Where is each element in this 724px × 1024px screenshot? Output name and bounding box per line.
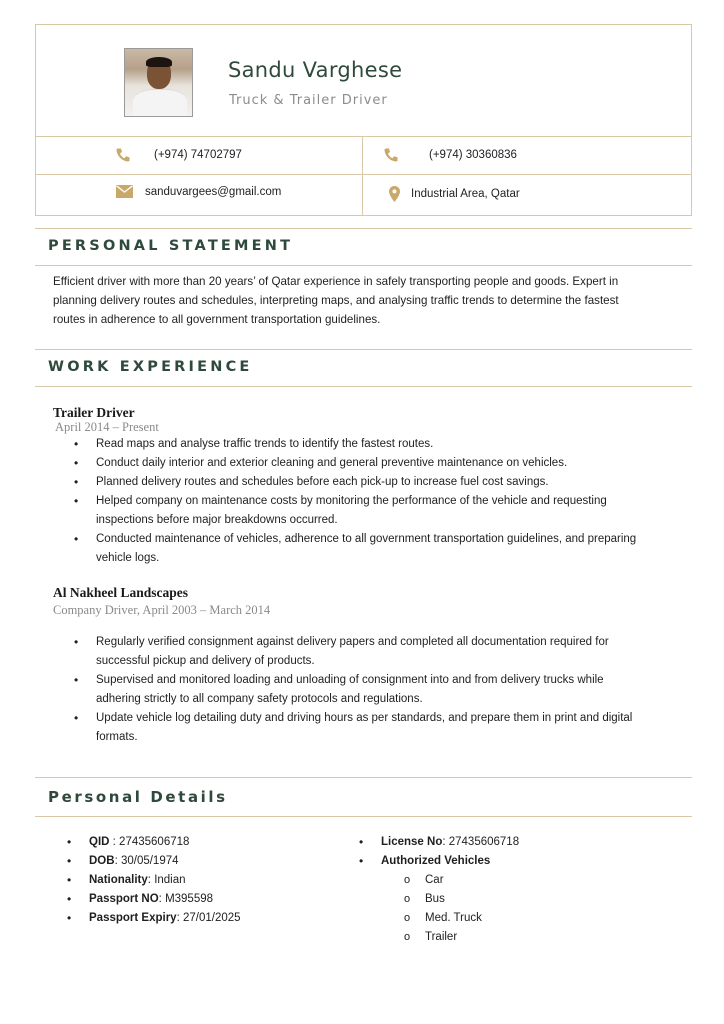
header-box bbox=[35, 24, 692, 216]
email-text[interactable]: sanduvargees@gmail.com bbox=[145, 185, 282, 198]
phone-icon bbox=[383, 147, 399, 163]
list-item: o Med. Truck bbox=[425, 909, 482, 928]
statement-line: Efficient driver with more than 20 years’ of Qatar experience in safely transporting people and goods. Expert in bbox=[53, 275, 619, 288]
contact-location bbox=[389, 186, 520, 202]
contact-phone-1 bbox=[115, 147, 242, 163]
list-item: • Passport NO: M395598 bbox=[89, 890, 241, 909]
divider bbox=[36, 136, 691, 137]
section-rule bbox=[35, 228, 692, 229]
profile-photo bbox=[124, 48, 193, 117]
personal-details-heading: Personal Details bbox=[48, 788, 228, 806]
list-item: • License No: 27435606718 bbox=[381, 833, 519, 852]
divider bbox=[362, 136, 363, 216]
list-item: o Trailer bbox=[425, 928, 482, 947]
list-item: o Bus bbox=[425, 890, 482, 909]
list-item: • Supervised and monitored loading and unloading of consignment into and from delivery trucks while adhering strictly to all company safety protocols and regulations. bbox=[96, 671, 681, 709]
list-item: • Planned delivery routes and schedules before each pick-up to increase fuel cost savings. bbox=[96, 473, 681, 492]
list-item: • Conduct daily interior and exterior cleaning and general preventive maintenance on vehicles. bbox=[96, 454, 681, 473]
list-item: • Update vehicle log detailing duty and driving hours as per standards, and prepare them in print and digital formats. bbox=[96, 709, 681, 747]
location-text: Industrial Area, Qatar bbox=[411, 188, 520, 200]
phone-2-text[interactable]: (+974) 30360836 bbox=[429, 149, 517, 161]
section-rule bbox=[35, 386, 692, 387]
candidate-role: Truck & Trailer Driver bbox=[229, 93, 388, 108]
work-experience-heading: WORK EXPERIENCE bbox=[48, 359, 253, 375]
list-item: • Nationality: Indian bbox=[89, 871, 241, 890]
personal-statement-text bbox=[53, 272, 673, 329]
job-bullet-list bbox=[96, 435, 681, 568]
section-rule bbox=[35, 777, 692, 778]
list-item: • Read maps and analyse traffic trends to identify the fastest routes. bbox=[96, 435, 681, 454]
personal-details-left bbox=[89, 833, 241, 928]
list-item: • QID : 27435606718 bbox=[89, 833, 241, 852]
list-item: • DOB: 30/05/1974 bbox=[89, 852, 241, 871]
job-title: Trailer Driver bbox=[53, 405, 135, 420]
statement-line: routes in adherence to all government transportation guidelines. bbox=[53, 313, 381, 326]
job-bullet-list bbox=[96, 633, 681, 747]
list-item: • Authorized Vehicles bbox=[381, 852, 519, 871]
list-item: • Regularly verified consignment against delivery papers and completed all documentation required for successful pickup and delivery of products. bbox=[96, 633, 681, 671]
personal-details-right bbox=[381, 833, 519, 871]
job-date: April 2014 – Present bbox=[55, 420, 159, 434]
personal-statement-heading: PERSONAL STATEMENT bbox=[48, 238, 294, 254]
section-rule bbox=[35, 265, 692, 266]
list-item: • Conducted maintenance of vehicles, adherence to all government transportation guidelines, and preparing vehicle logs. bbox=[96, 530, 681, 568]
section-rule bbox=[35, 349, 692, 350]
contact-email bbox=[116, 185, 281, 198]
phone-1-text[interactable]: (+974) 74702797 bbox=[154, 149, 242, 161]
candidate-name: Sandu Varghese bbox=[228, 58, 403, 82]
divider bbox=[36, 174, 691, 175]
job-date: Company Driver, April 2003 – March 2014 bbox=[53, 603, 271, 617]
section-rule bbox=[35, 816, 692, 817]
list-item: o Car bbox=[425, 871, 482, 890]
authorized-vehicles-list bbox=[425, 871, 482, 947]
job-title: Al Nakheel Landscapes bbox=[53, 585, 189, 600]
contact-phone-2 bbox=[383, 147, 517, 163]
phone-icon bbox=[115, 147, 131, 163]
list-item: • Helped company on maintenance costs by monitoring the performance of the vehicle and requesting inspections before major breakdowns occurred. bbox=[96, 492, 681, 530]
map-pin-icon bbox=[389, 186, 400, 202]
statement-line: planning delivery routes and schedules, interpreting maps, and analysing traffic trends to determine the fastest bbox=[53, 294, 619, 307]
list-item: • Passport Expiry: 27/01/2025 bbox=[89, 909, 241, 928]
envelope-icon bbox=[116, 185, 133, 198]
